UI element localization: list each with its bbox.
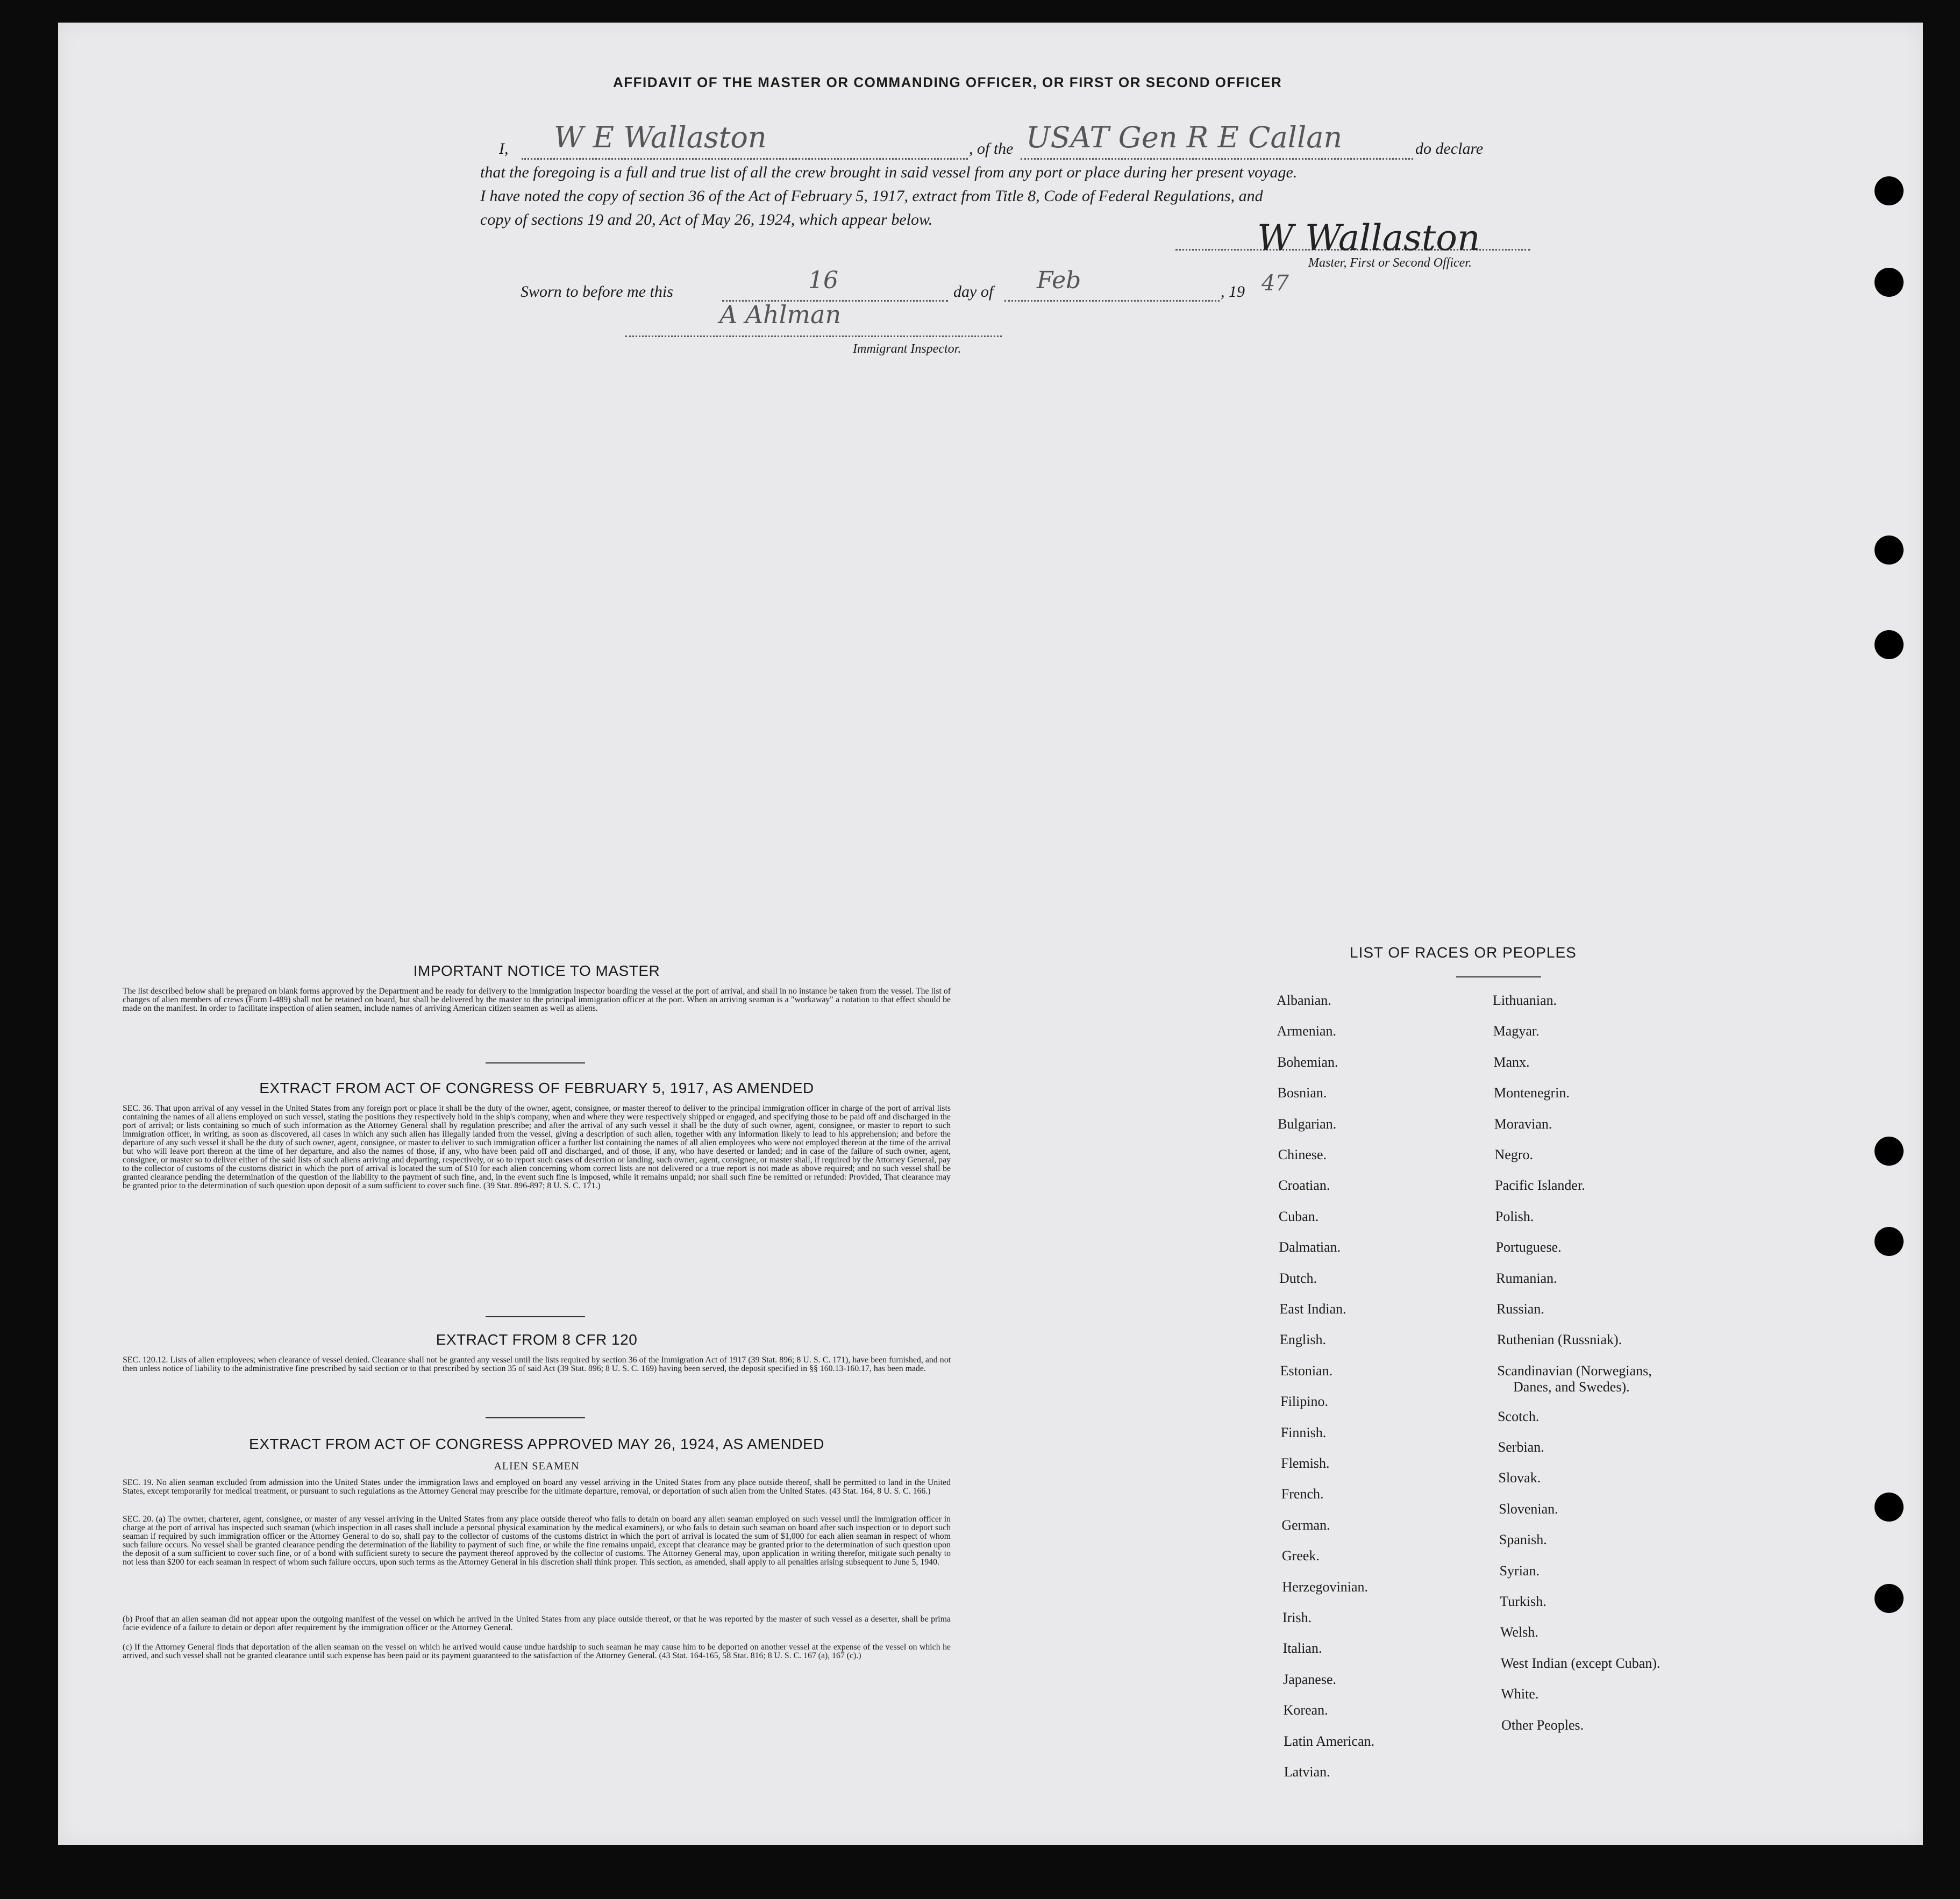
master-signature: W Wallaston <box>1257 217 1480 259</box>
month-field <box>1004 267 1220 302</box>
divider <box>486 1062 585 1063</box>
sworn-text: Sworn to before me this <box>521 283 673 301</box>
affidavit-line-4: copy of sections 19 and 20, Act of May 26, 1924, which appear below. <box>480 211 933 229</box>
day-field <box>722 267 948 302</box>
notice-title: IMPORTANT NOTICE TO MASTER <box>413 962 660 979</box>
divider <box>1456 976 1541 977</box>
signature-caption: Master, First or Second Officer. <box>1308 256 1472 270</box>
affidavit-declare: do declare <box>1415 140 1484 158</box>
race-item: White. <box>1501 1686 1539 1702</box>
affidavit-i: I, <box>499 140 509 158</box>
binder-hole <box>1875 630 1904 659</box>
vessel-field <box>1021 120 1413 160</box>
race-item: Russian. <box>1496 1301 1544 1317</box>
binder-hole <box>1875 1137 1904 1166</box>
inspector-caption: Immigrant Inspector. <box>853 342 961 356</box>
race-item: Montenegrin. <box>1494 1085 1570 1101</box>
extract-1917-body: SEC. 36. That upon arrival of any vessel in the United States from any foreign port or place it shall be the duty of the owner, agent, consignee, or master thereof to deliver to the principal immigration officer in charge of the port of arrival lists containing the names of all aliens employed on such vessel, stating the positions they respectively hold in the ship's company, when and where they were respectively shipped or engaged, and specifying those to be paid off and discharged in the port of arrival; or lists containing so much of such information as the Attorney General shall by regulation prescribe; and after the arrival of any such vessel it shall be the duty of such owner, agent, consignee, or master to report to such immigration officer, in writing, as soon as discovered, all cases in which any such alien has illegally landed from the vessel, giving a description of such alien, together with any information likely to lead to his apprehension; and before the departure of any such vessel it shall be the duty of such owner, agent, consignee, or master to deliver to such immigration officer a further list containing the names of all alien employees who were not employed thereon at the time of the arrival but who will leave port thereon at the time of her departure, and also the names of those, if any, who have been paid off and discharged, and of those, if any, who have deserted or landed; and in case of the failure of such owner, agent, consignee, or master so to deliver either of the said lists of such aliens arriving and departing, respectively, or so to report such cases of desertion or landing, such owner, agent, consignee, or master shall, if required by the Attorney General, pay to the collector of customs of the customs district in which the port of arrival is located the sum of $10 for each alien concerning whom correct lists are not delivered or a true report is not made as above required; and no such vessel shall be granted clearance pending the determination of the question of the liability to the payment of such fine, and, in the event such fine is imposed, while it remains unpaid; nor shall such fine be remitted or refunded: Provided, That clearance may be granted prior to the determination of such question upon deposit of a sum sufficient to cover such fine. (39 Stat. 896-897; 8 U. S. C. 171.) <box>123 1104 951 1190</box>
race-item: Magyar. <box>1493 1023 1540 1039</box>
master-name-handwritten: W E Wallaston <box>554 120 767 154</box>
race-item: West Indian (except Cuban). <box>1500 1655 1660 1671</box>
race-item: Filipino. <box>1280 1394 1328 1410</box>
race-item: Rumanian. <box>1496 1270 1557 1286</box>
month-handwritten: Feb <box>1037 267 1081 294</box>
race-item: Bohemian. <box>1277 1054 1338 1070</box>
binder-hole <box>1875 268 1904 297</box>
race-item: Herzegovinian. <box>1282 1579 1368 1595</box>
race-item: Bosnian. <box>1277 1085 1327 1101</box>
extract-1924-sec20c: (c) If the Attorney General finds that deportation of the alien seaman on the vessel on which he arrived would cause undue hardship to such seaman he may cause him to be deported on another vessel at the expense of the vessel on which he arrived, and such vessel shall not be granted clearance until such expense has been paid or its payment guaranteed to the satisfaction of the Attorney General. (43 Stat. 164-165, 58 Stat. 816; 8 U. S. C. 167 (a), 167 (c).) <box>123 1643 951 1660</box>
race-item: Irish. <box>1282 1610 1312 1625</box>
race-item: Scotch. <box>1498 1408 1540 1424</box>
name-field <box>522 120 968 160</box>
race-item: Slovak. <box>1498 1470 1541 1486</box>
race-item: Turkish. <box>1500 1594 1546 1609</box>
day-of-text: day of <box>953 283 994 301</box>
race-item: Serbian. <box>1498 1439 1544 1455</box>
extract-cfr-body: SEC. 120.12. Lists of alien employees; when clearance of vessel denied. Clearance shall not be granted any vessel until the lists required by section 36 of the Immigration Act of 1917 (39 Stat. 896; 8 U. S. C. 171), have been furnished, and not then unless notice of liability to the administrative fine prescribed by said section or to that prescribed by section 35 of said Act (39 Stat. 896; 8 U. S. C. 169) having been served, the deposit specified in §§ 160.13-160.17, has been made. <box>123 1355 951 1373</box>
notice-body: The list described below shall be prepared on blank forms approved by the Department and be ready for delivery to the immigration inspector boarding the vessel at the port of arrival, and shall in no instance be taken from the vessel. The list of changes of alien members of crews (Form I-489) shall not be retained on board, but shall be delivered by the master to the principal immigration officer at the port. When an arriving seaman is a "workaway" a notation to that effect should be made on the manifest. In order to facilitate inspection of alien seamen, include names of arriving American citizen seamen as well as aliens. <box>123 987 951 1013</box>
binder-hole <box>1875 176 1904 205</box>
race-item: Manx. <box>1493 1054 1530 1070</box>
binder-hole <box>1875 536 1904 565</box>
race-item: Bulgarian. <box>1278 1116 1337 1132</box>
extract-1924-title: EXTRACT FROM ACT OF CONGRESS APPROVED MAY 26, 1924, AS AMENDED <box>249 1436 824 1452</box>
inspector-signature: A Ahlman <box>719 300 842 329</box>
race-item: Pacific Islander. <box>1495 1177 1585 1194</box>
race-item: Negro. <box>1494 1147 1533 1162</box>
affidavit-heading: AFFIDAVIT OF THE MASTER OR COMMANDING OFFICER, OR FIRST OR SECOND OFFICER <box>613 74 1282 90</box>
race-item: East Indian. <box>1279 1301 1346 1317</box>
race-item: Japanese. <box>1283 1671 1336 1687</box>
race-item: Estonian. <box>1280 1362 1333 1379</box>
race-item: Portuguese. <box>1495 1239 1562 1255</box>
day-handwritten: 16 <box>808 267 838 294</box>
vessel-name-handwritten: USAT Gen R E Callan <box>1026 120 1343 154</box>
extract-1924-subtitle: ALIEN SEAMEN <box>494 1460 580 1472</box>
race-item: Dutch. <box>1279 1270 1317 1286</box>
year-handwritten: 47 <box>1261 271 1289 296</box>
extract-cfr-title: EXTRACT FROM 8 CFR 120 <box>436 1331 638 1348</box>
race-item: Greek. <box>1281 1548 1320 1564</box>
race-item: Flemish. <box>1281 1455 1330 1471</box>
binder-hole <box>1875 1584 1904 1613</box>
race-item: Finnish. <box>1280 1424 1327 1440</box>
race-item: Latin American. <box>1284 1733 1375 1749</box>
races-title: LIST OF RACES OR PEOPLES <box>1350 944 1577 961</box>
race-item: Albanian. <box>1277 993 1331 1008</box>
affidavit-line-3: I have noted the copy of section 36 of the Act of February 5, 1917, extract from Title 8, Code of Federal Regulations, and <box>480 187 1263 205</box>
race-item: German. <box>1281 1517 1330 1533</box>
extract-1917-title: EXTRACT FROM ACT OF CONGRESS OF FEBRUARY 5, 1917, AS AMENDED <box>259 1080 814 1096</box>
binder-hole <box>1875 1493 1904 1522</box>
affidavit-line-2: that the foregoing is a full and true list of all the crew brought in said vessel from any port or place during her present voyage. <box>480 163 1298 181</box>
race-item: Scandinavian (Norwegians, <box>1497 1362 1652 1379</box>
race-item: Ruthenian (Russniak). <box>1496 1332 1622 1348</box>
extract-1924-sec20b: (b) Proof that an alien seaman did not appear upon the outgoing manifest of the vessel on which he arrived in the United States from any place outside thereof, or that he was reported by the master of such vessel as a deserter, shall be prima facie evidence of a failure to detain or deport after requirement by the immigration officer or the Attorney General. <box>123 1615 951 1632</box>
race-item-continuation: Danes, and Swedes). <box>1513 1379 1630 1395</box>
race-item: Dalmatian. <box>1279 1239 1341 1255</box>
race-item: Other Peoples. <box>1501 1717 1584 1733</box>
year-prefix: , 19 <box>1221 283 1245 301</box>
extract-1924-sec19: SEC. 19. No alien seaman excluded from admission into the United States under the immigration laws and employed on board any vessel arriving in the United States from any place outside thereof, shall be permitted to land in the United States, except temporarily for medical treatment, or pursuant to such regulations as the Attorney General may prescribe for the ultimate departure, removal, or deportation of such alien from the United States. (43 Stat. 164, 8 U. S. C. 166.) <box>123 1478 951 1496</box>
race-item: Chinese. <box>1278 1147 1327 1162</box>
binder-hole <box>1875 1227 1904 1256</box>
race-item: Slovenian. <box>1499 1501 1558 1517</box>
race-item: Croatian. <box>1278 1177 1330 1194</box>
race-item: Korean. <box>1283 1702 1328 1718</box>
divider <box>486 1316 585 1317</box>
divider <box>486 1417 585 1418</box>
race-item: Italian. <box>1282 1640 1322 1657</box>
race-item: Latvian. <box>1284 1764 1330 1780</box>
extract-1924-sec20a: SEC. 20. (a) The owner, charterer, agent, consignee, or master of any vessel arriving in the United States from any place outside thereof who fails to detain on board any alien seaman employed on such vessel until the immigration officer in charge at the port of arrival has inspected such seaman (which inspection in all cases shall include a personal physical examination by the medical examiners), or who fails to detain such seaman on board after such inspection or to deport such seaman if required by such immigration officer or the Attorney General to do so, shall pay to the collector of customs of the customs district in which the port of arrival is located the sum of $1,000 for each alien seaman in respect of whom such failure occurs. No vessel shall be granted clearance pending the determination of the liability to payment of such fine, or while the fine remains unpaid, except that clearance may be granted prior to the determination of such question upon the deposit of a sum sufficient to cover such fine, or of a bond with sufficient surety to secure the payment thereof approved by the collector of customs. The Attorney General may, upon application in writing therefor, mitigate such penalty to not less than $200 for each seaman in respect of whom such failure occurs, upon such terms as the Attorney General in his discretion shall think proper. This section, as amended, shall apply to all penalties arising subsequent to June 5, 1940. <box>123 1515 951 1567</box>
race-item: Cuban. <box>1278 1208 1319 1224</box>
race-item: Spanish. <box>1499 1532 1547 1548</box>
race-item: French. <box>1281 1486 1324 1502</box>
inspector-field <box>625 300 1002 337</box>
document-page <box>58 23 1923 1845</box>
affidavit-of-the: , of the <box>969 140 1014 158</box>
race-item: Armenian. <box>1277 1023 1337 1039</box>
race-item: Polish. <box>1495 1208 1534 1224</box>
race-item: Syrian. <box>1499 1562 1540 1579</box>
race-item: English. <box>1280 1332 1326 1348</box>
race-item: Lithuanian. <box>1493 993 1557 1008</box>
race-item: Moravian. <box>1494 1116 1552 1132</box>
race-item: Welsh. <box>1500 1624 1538 1640</box>
